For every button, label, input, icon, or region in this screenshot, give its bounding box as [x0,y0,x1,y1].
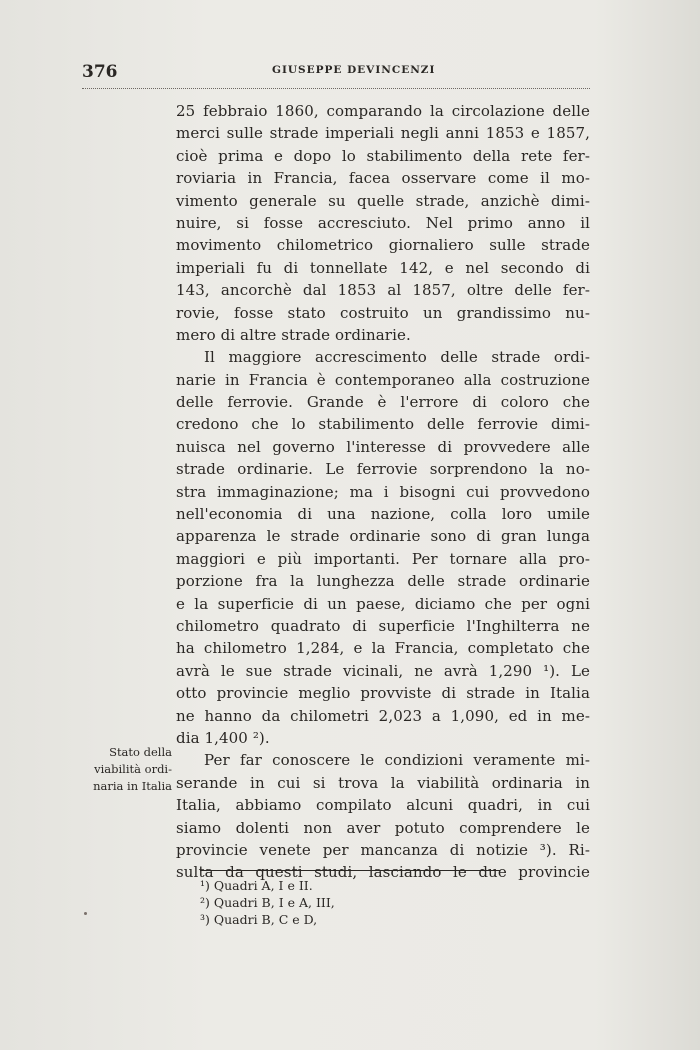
text-line: rovie, fosse stato costruito un grandissimo nu- [176,303,590,322]
text-line: apparenza le strade ordinarie sono di gran lunga [176,527,590,546]
text-line: Italia, abbiamo compilato alcuni quadri, in cui [176,796,590,815]
text-line: narie in Francia è contemporaneo alla costruzione [176,370,590,389]
text-line: chilometro quadrato di superficie l'Inghilterra ne [176,616,590,635]
text-line: cioè prima e dopo lo stabilimento della rete fer- [176,146,590,165]
text-line: 25 febbraio 1860, comparando la circolazione delle [176,102,590,120]
footnote: ³) Quadri B, C e D, [200,912,318,927]
text-line: avrà le sue strade vicinali, ne avrà 1,290 ¹). Le [176,661,590,680]
body-text [176,100,590,884]
text-line: ha chilometro 1,284, e la Francia, completato che [176,639,590,658]
text-line: stra immaginazione; ma i bisogni cui provvedono [176,482,590,501]
page-number: 376 [82,62,118,82]
paragraph-start-line: Il maggiore accrescimento delle strade ordi- [204,348,590,367]
text-line: dia 1,400 ²). [176,728,270,747]
text-line: provincie venete per mancanza di notizie ³). Ri- [176,840,590,859]
text-line: vimento generale su quelle strade, anzichè dimi- [176,191,590,210]
text-line: merci sulle strade imperiali negli anni 1853 e 1857, [176,124,590,143]
text-line: strade ordinarie. Le ferrovie sorprendono la no- [176,460,590,479]
paper-speck [84,912,87,915]
text-line: 143, ancorchè dal 1853 al 1857, oltre delle fer- [176,281,590,300]
margin-note-line: naria in Italia [93,779,172,793]
margin-note-line: Stato della [109,745,172,759]
text-line: sulta da questi studi, lasciando le due provincie [176,863,590,882]
text-line: siamo dolenti non aver potuto comprendere le [176,818,590,837]
text-line: movimento chilometrico giornaliero sulle strade [176,236,590,255]
paragraph-start-line: Per far conoscere le condizioni veramente mi- [204,751,590,770]
text-line: nuisca nel governo l'interesse di provvedere alle [176,437,590,456]
margin-note-line: viabilità ordi- [94,762,172,776]
text-line: maggiori e più importanti. Per tornare alla pro- [176,549,590,568]
text-line: roviaria in Francia, facea osservare come il mo- [176,169,590,188]
text-line: nuire, si fosse accresciuto. Nel primo anno il [176,213,590,232]
page-header [82,60,590,89]
footnotes [200,870,500,928]
footnote: ²) Quadri B, I e A, III, [200,895,335,910]
text-line: porzione fra la lunghezza delle strade ordinarie [176,572,590,591]
text-line: delle ferrovie. Grande è l'errore di coloro che [176,393,590,412]
text-line: credono che lo stabilimento delle ferrovie dimi- [176,415,590,434]
text-line: mero di altre strade ordinarie. [176,325,411,344]
running-title: GIUSEPPE DEVINCENZI [272,64,436,76]
text-line: e la superficie di un paese, diciamo che per ogni [176,594,590,613]
text-line: nell'economia di una nazione, colla loro umile [176,505,590,524]
text-line: ne hanno da chilometri 2,023 a 1,090, ed in me- [176,706,590,725]
text-line: serande in cui si trova la viabilità ordinaria in [176,773,590,792]
footnote: ¹) Quadri A, I e II. [200,878,313,893]
margin-note [86,744,172,795]
text-line: otto provincie meglio provviste di strade in Italia [176,684,590,703]
text-line: imperiali fu di tonnellate 142, e nel secondo di [176,258,590,277]
